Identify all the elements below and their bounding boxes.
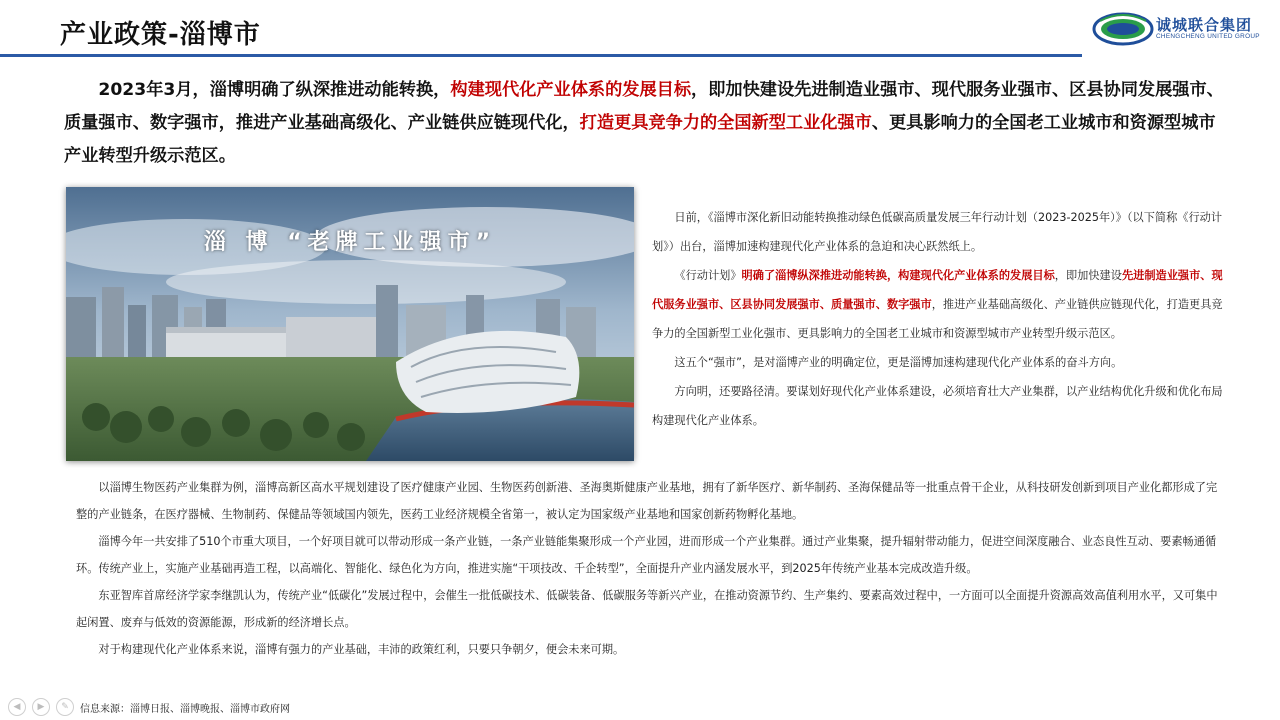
intro-highlight-2: 打造更具竞争力的全国新型工业化强市 — [579, 113, 872, 133]
right-paragraph-1: 日前，《淄博市深化新旧动能转换推动绿色低碳高质量发展三年行动计划（2023-2025年）》（以下简称《行动计划》）出台，淄博加速构建现代化产业体系的急迫和决心跃然纸上。 — [652, 211, 1223, 253]
bottom-paragraph-4: 对于构建现代化产业体系来说，淄博有强力的产业基础，丰沛的政策红利，只要只争朝夕，便会未来可期。 — [98, 643, 625, 656]
bottom-paragraph-1: 以淄博生物医药产业集群为例，淄博高新区高水平规划建设了医疗健康产业园、生物医药创新港、圣海奥斯健康产业基地，拥有了新华医疗、新华制药、圣海保健品等一批重点骨干企业，从科技研发创新到项目产业化都形成了完整的产业链条，在医疗器械、生物制药、保健品等领域国内领先，医药工业经济规模全省第一，被认定为国家级产业基地和国家创新药物孵化基地。 — [76, 481, 1218, 521]
right-text-column — [652, 203, 1224, 435]
logo-chinese-name: 诚城联合集团 — [1156, 16, 1253, 34]
bottom-paragraph-3: 东亚智库首席经济学家李继凯认为，传统产业“低碳化”发展过程中，会催生一批低碳技术、低碳装备、低碳服务等新兴产业，在推动资源节约、生产集约、要素高效过程中，一方面可以全面提升资源高效高值利用水平，又可集中起闲置、废弃与低效的资源能源，形成新的经济增长点。 — [76, 589, 1218, 629]
intro-text-2: ，即加快建设先进制造业强市、现代服务业强市、区县协同发展强市、质量强市、数字强市，推进产业基础高级化、产业链供应链现代化， — [64, 80, 1224, 133]
right-p2-text-c: ，推进产业基础高级化、产业链供应链现代化，打造更具竞争力的全国新型工业化强市、更具影响力的全国老工业城市和资源型城市产业转型升级示范区。 — [652, 298, 1223, 340]
bottom-text-block — [76, 474, 1224, 663]
right-p2-highlight-1: 明确了淄博纵深推进动能转换，构建现代化产业体系的发展目标 — [741, 269, 1055, 282]
logo-emblem-icon — [1092, 12, 1154, 46]
intro-text-1: 2023年3月，淄博明确了纵深推进动能转换， — [98, 80, 451, 100]
header-divider — [0, 54, 1082, 57]
right-paragraph-4: 方向明，还要路径清。要谋划好现代化产业体系建设，必须培育壮大产业集群，以产业结构优化升级和优化布局构建现代化产业体系。 — [652, 385, 1223, 427]
city-photo — [66, 187, 634, 461]
pen-icon[interactable]: ✎ — [56, 698, 74, 716]
photo-caption: 淄 博 “老牌工业强市” — [203, 230, 497, 255]
source-note: 信息来源：淄博日报、淄博晚报、淄博市政府网 — [80, 704, 290, 715]
company-logo — [1092, 12, 1272, 46]
page-title: 产业政策-淄博市 — [60, 20, 261, 50]
prev-icon[interactable]: ◀ — [8, 698, 26, 716]
logo-english-name: CHENGCHENG UNITED GROUP — [1156, 33, 1260, 40]
intro-paragraph — [64, 74, 1224, 173]
bottom-paragraph-2: 淄博今年一共安排了510个市重大项目，一个好项目就可以带动形成一条产业链，一条产业链能集聚形成一个产业园，进而形成一个产业集群。通过产业集聚，提升辐射带动能力，促进空间深度融合、业态良性互动、要素畅通循环。传统产业上，实施产业基础再造工程，以高端化、智能化、绿色化为方向，推进实施“干项技改、千企转型”，全面提升产业内涵发展水平，到2025年传统产业基本完成改造升级。 — [76, 535, 1217, 575]
next-icon[interactable]: ▶ — [32, 698, 50, 716]
intro-text-3: 、更具影响力的全国老工业城市和资源型城市产业转型升级示范区。 — [64, 113, 1216, 166]
right-paragraph-2 — [652, 261, 1224, 348]
right-p2-text-b: ，即加快建设 — [1054, 269, 1122, 282]
right-p2-text-a: 《行动计划》 — [674, 269, 742, 282]
right-paragraph-3: 这五个“强市”，是对淄博产业的明确定位，更是淄博加速构建现代化产业体系的奋斗方向。 — [674, 356, 1123, 369]
right-p2-highlight-2: 先进制造业强市、现代服务业强市、区县协同发展强市、质量强市、数字强市 — [652, 269, 1223, 311]
intro-highlight-1: 构建现代化产业体系的发展目标 — [450, 80, 692, 100]
